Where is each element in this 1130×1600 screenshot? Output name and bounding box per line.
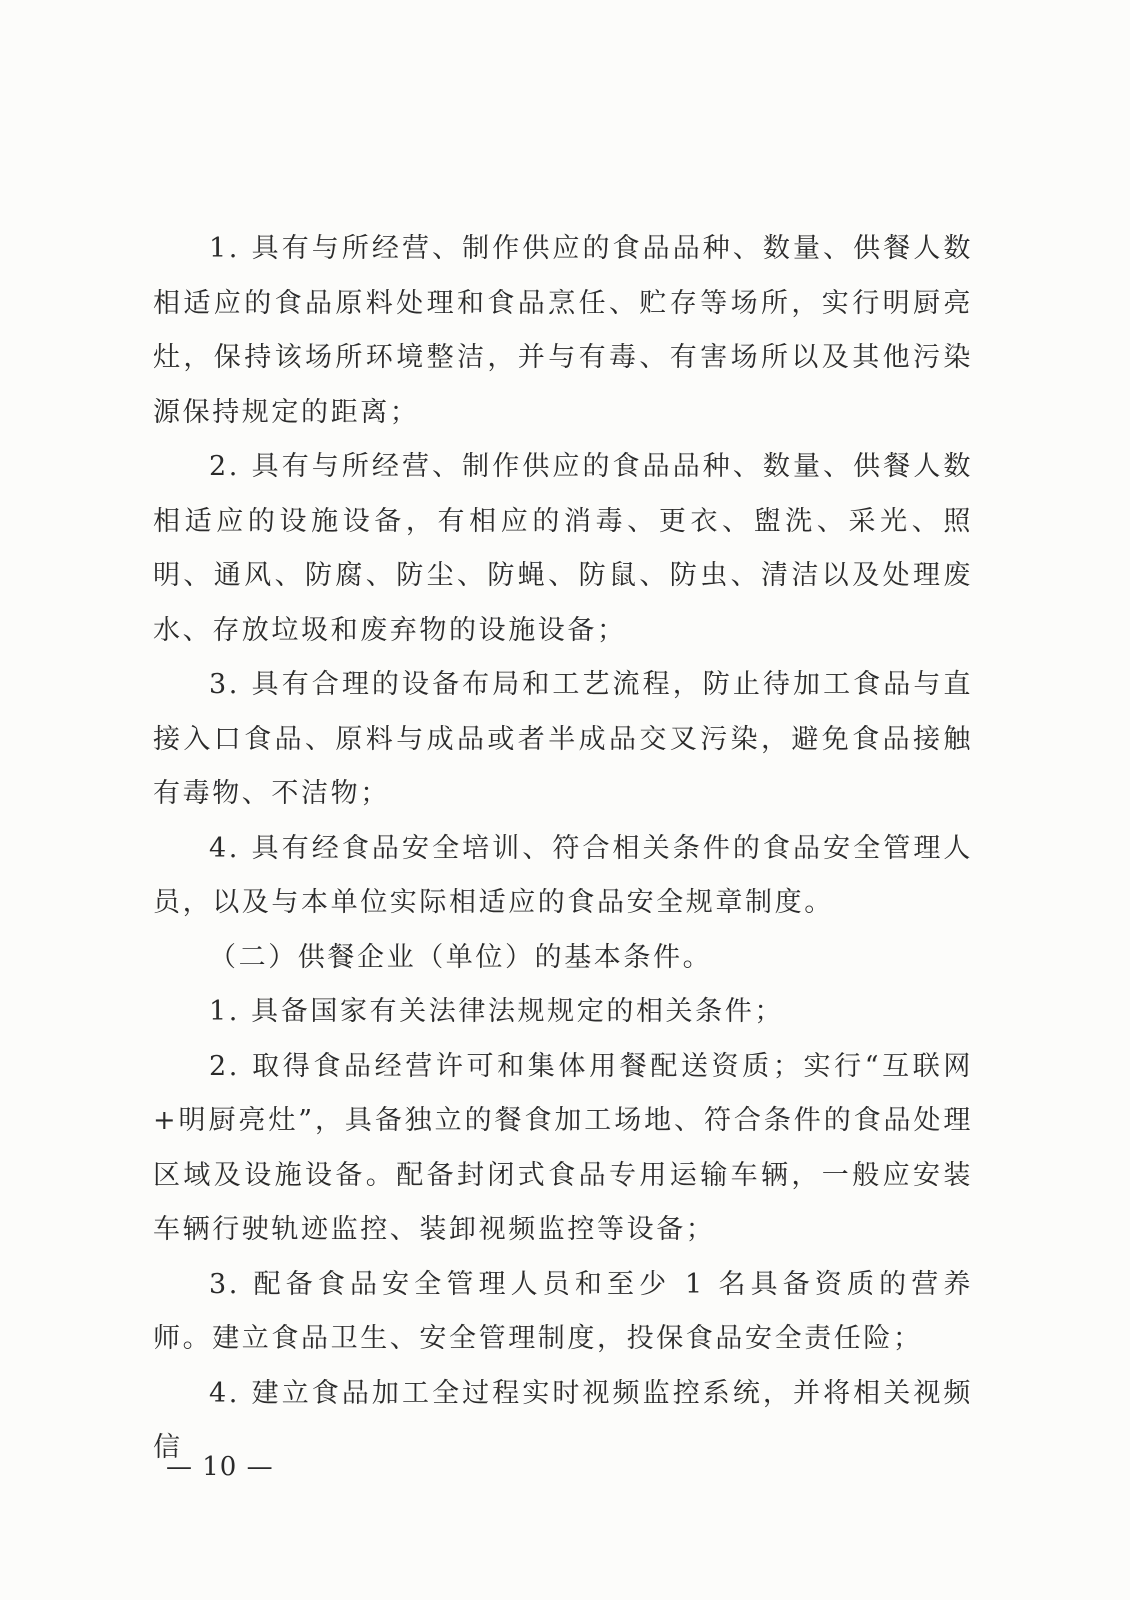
body-text — [153, 222, 973, 1476]
section-heading: （二）供餐企业（单位）的基本条件。 — [209, 941, 713, 973]
paragraph-7: 3. 配备食品安全管理人员和至少 1 名具备资质的营养师。建立食品卫生、安全管理制度，投保食品安全责任险； — [153, 1268, 973, 1354]
page-number: — 10 — — [166, 1452, 274, 1482]
paragraph-3: 3. 具有合理的设备布局和工艺流程，防止待加工食品与直接入口食品、原料与成品或者半成品交叉污染，避免食品接触有毒物、不洁物； — [153, 669, 973, 809]
paragraph-2: 2. 具有与所经营、制作供应的食品品种、数量、供餐人数相适应的设施设备，有相应的消毒、更衣、盥洗、采光、照明、通风、防腐、防尘、防蝇、防鼠、防虫、清洁以及处理废水、存放垃圾和废弃物的设施设备； — [153, 451, 973, 646]
paragraph-4: 4. 具有经食品安全培训、符合相关条件的食品安全管理人员，以及与本单位实际相适应的食品安全规章制度。 — [153, 832, 973, 918]
paragraph-8: 4. 建立食品加工全过程实时视频监控系统，并将相关视频信 — [153, 1377, 973, 1463]
paragraph-5: 1. 具备国家有关法律法规规定的相关条件； — [209, 996, 784, 1027]
paragraph-1: 1. 具有与所经营、制作供应的食品品种、数量、供餐人数相适应的食品原料处理和食品烹任、贮存等场所，实行明厨亮灶，保持该场所环境整洁，并与有毒、有害场所以及其他污染源保持规定的距离； — [153, 233, 973, 428]
paragraph-6: 2. 取得食品经营许可和集体用餐配送资质；实行“互联网+明厨亮灶”，具备独立的餐食加工场地、符合条件的食品处理区域及设施设备。配备封闭式食品专用运输车辆，一般应安装车辆行驶轨迹监控、装卸视频监控等设备； — [153, 1050, 973, 1245]
